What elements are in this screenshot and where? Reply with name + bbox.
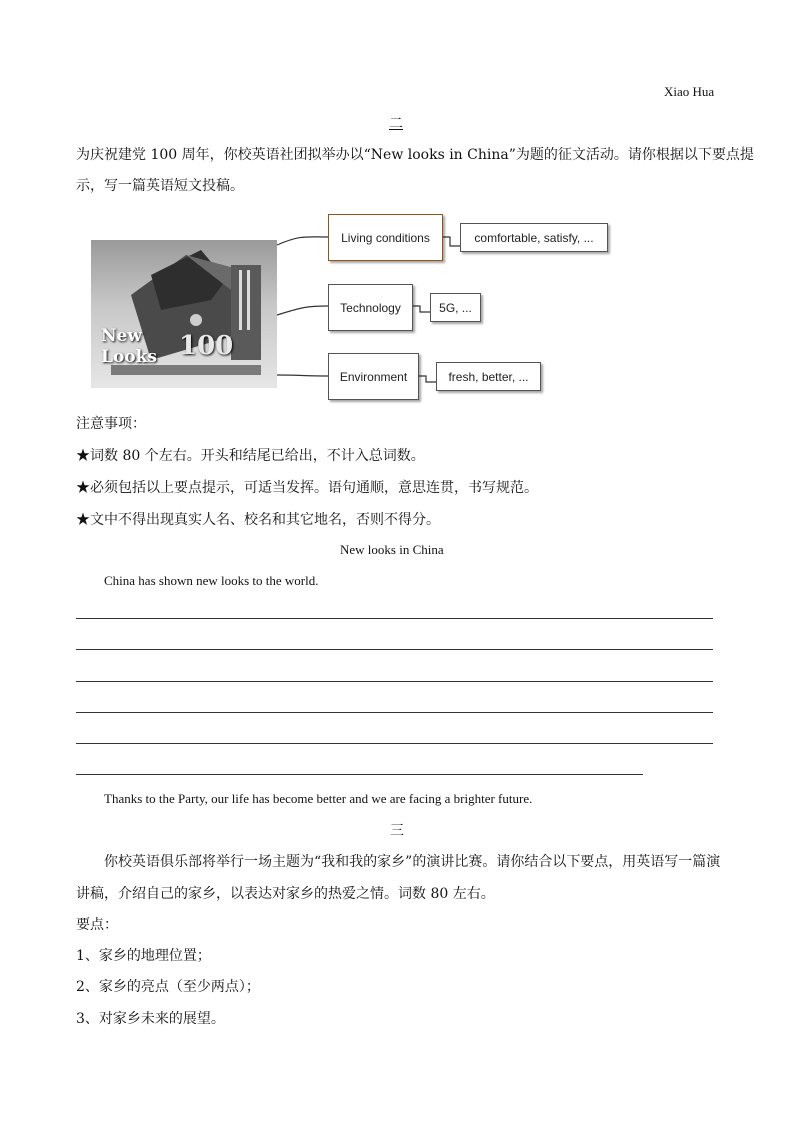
writing-line[interactable] [76, 649, 713, 650]
branch-detail-environment: fresh, better, ... [436, 362, 541, 391]
section-number-3: 三 [390, 823, 404, 839]
branch-detail-technology: 5G, ... [430, 293, 481, 322]
essay-opening: China has shown new looks to the world. [104, 573, 319, 588]
branch-topic-living-conditions: Living conditions [328, 214, 443, 261]
photo-badge: 100 [179, 331, 234, 361]
note-item-3: ★文中不得出现真实人名、校名和其它地名，否则不得分。 [76, 512, 440, 528]
section3-prompt-line2: 讲稿，介绍自己的家乡，以表达对家乡的热爱之情。词数 80 左右。 [76, 886, 495, 902]
note-item-1: ★词数 80 个左右。开头和结尾已给出，不计入总词数。 [76, 448, 425, 464]
author-name: Xiao Hua [664, 84, 715, 99]
essay-title: New looks in China [340, 542, 444, 557]
branch-topic-technology: Technology [328, 284, 413, 331]
essay-closing: Thanks to the Party, our life has become better and we are facing a brighter future. [104, 791, 533, 806]
section-number-2: 二 [389, 116, 403, 132]
section2-prompt-line1: 为庆祝建党 100 周年，你校英语社团拟举办以“New looks in China”为题的征文活动。请你根据以下要点提 [76, 147, 754, 163]
notes-heading: 注意事项： [76, 416, 146, 432]
point-item-1: 1、家乡的地理位置； [76, 948, 211, 964]
section2-prompt-line2: 示，写一篇英语短文投稿。 [76, 178, 244, 194]
writing-line[interactable] [76, 774, 643, 775]
note-item-2: ★必须包括以上要点提示，可适当发挥。语句通顺，意思连贯，书写规范。 [76, 480, 538, 496]
branch-detail-living-conditions: comfortable, satisfy, ... [460, 223, 608, 252]
photo-caption-line1: New [101, 326, 142, 346]
point-item-2: 2、家乡的亮点（至少两点）； [76, 979, 260, 995]
writing-line[interactable] [76, 618, 713, 619]
point-item-3: 3、对家乡未来的展望。 [76, 1011, 225, 1027]
writing-line[interactable] [76, 743, 713, 744]
section3-prompt-line1: 你校英语俱乐部将举行一场主题为“我和我的家乡”的演讲比赛。请你结合以下要点，用英语写一篇演 [104, 854, 721, 870]
writing-line[interactable] [76, 681, 713, 682]
branch-topic-environment: Environment [328, 353, 419, 400]
writing-line[interactable] [76, 712, 713, 713]
points-heading: 要点： [76, 917, 118, 933]
photo-caption-line2: Looks [101, 347, 157, 367]
